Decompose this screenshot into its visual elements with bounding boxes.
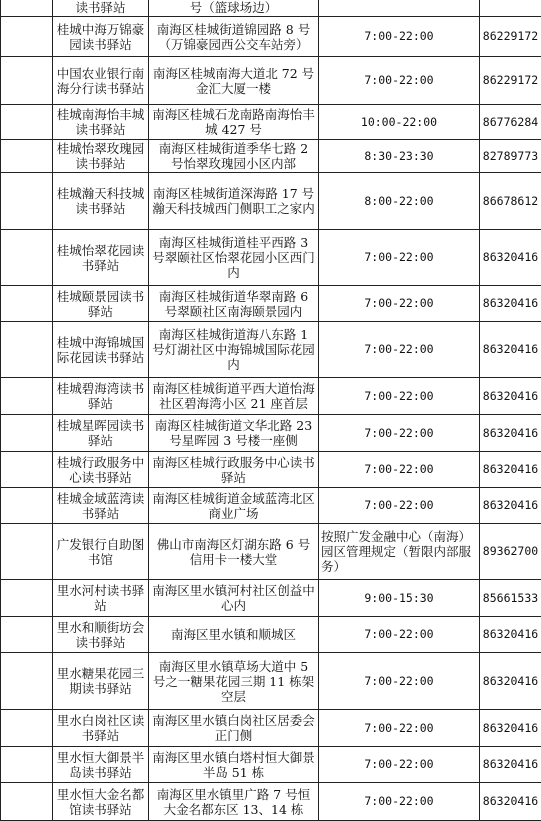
contact-phone: 86320416 [480, 230, 541, 286]
opening-hours: 9:00-15:30 [319, 580, 480, 617]
table-row [1, 783, 541, 821]
station-name: 里水糖果花园三期读书驿站 [53, 653, 149, 710]
table-row [1, 140, 541, 173]
table-row [1, 17, 541, 57]
opening-hours: 7:00-22:00 [319, 322, 480, 378]
station-address: 南海区桂城行政服务中心读书驿站 [149, 452, 319, 488]
station-name: 里水河村读书驿站 [53, 580, 149, 617]
blank-cell [1, 140, 53, 173]
station-name: 桂城怡翠玫瑰园读书驿站 [53, 140, 149, 173]
table-row [1, 173, 541, 230]
opening-hours [319, 0, 480, 17]
station-name: 桂城怡翠花园读书驿站 [53, 230, 149, 286]
blank-cell [1, 322, 53, 378]
opening-hours: 8:30-23:30 [319, 140, 480, 173]
blank-cell [1, 173, 53, 230]
blank-cell [1, 286, 53, 322]
station-address: 南海区里水镇里广路 7 号恒大金名都东区 13、14 栋 [149, 783, 319, 821]
station-name: 读书驿站 [53, 0, 149, 17]
station-name: 桂城颐景园读书驿站 [53, 286, 149, 322]
station-address: 南海区桂城街道深海路 17 号瀚天科技城西门侧职工之家内 [149, 173, 319, 230]
blank-cell [1, 230, 53, 286]
opening-hours: 7:00-22:00 [319, 415, 480, 452]
contact-phone: 86320416 [480, 452, 541, 488]
contact-phone: 86320416 [480, 322, 541, 378]
contact-phone: 86320416 [480, 783, 541, 821]
station-name: 桂城瀚天科技城读书驿站 [53, 173, 149, 230]
blank-cell [1, 783, 53, 821]
station-address: 南海区桂城南海大道北 72 号金汇大厦一楼 [149, 57, 319, 105]
contact-phone: 85661533 [480, 580, 541, 617]
blank-cell [1, 653, 53, 710]
table-row [1, 580, 541, 617]
station-name: 里水恒大金名都馆读书驿站 [53, 783, 149, 821]
blank-cell [1, 17, 53, 57]
contact-phone: 86320416 [480, 286, 541, 322]
opening-hours: 7:00-22:00 [319, 747, 480, 783]
table-row [1, 710, 541, 747]
station-address: 南海区桂城街道海八东路 1 号灯湖社区中海锦城国际花园内 [149, 322, 319, 378]
blank-cell [1, 452, 53, 488]
station-name: 桂城行政服务中心读书驿站 [53, 452, 149, 488]
opening-hours: 7:00-22:00 [319, 230, 480, 286]
opening-hours: 7:00-22:00 [319, 617, 480, 653]
table-row [1, 286, 541, 322]
contact-phone: 89362700 [480, 524, 541, 580]
opening-hours: 7:00-22:00 [319, 17, 480, 57]
station-name: 桂城碧海湾读书驿站 [53, 378, 149, 415]
blank-cell [1, 488, 53, 524]
opening-hours: 7:00-22:00 [319, 710, 480, 747]
contact-phone: 86320416 [480, 488, 541, 524]
blank-cell [1, 57, 53, 105]
station-name: 中国农业银行南海分行读书驿站 [53, 57, 149, 105]
station-address: 南海区桂城街道文华北路 23 号星晖园 3 号楼一座侧 [149, 415, 319, 452]
station-name: 里水和顺街坊会读书驿站 [53, 617, 149, 653]
opening-hours: 7:00-22:00 [319, 783, 480, 821]
station-name: 桂城中海锦城国际花园读书驿站 [53, 322, 149, 378]
station-address: 南海区桂城街道金域蓝湾北区商业广场 [149, 488, 319, 524]
station-address: 南海区里水镇河村社区创益中心内 [149, 580, 319, 617]
contact-phone: 86320416 [480, 378, 541, 415]
station-address: 佛山市南海区灯湖东路 6 号信用卡一楼大堂 [149, 524, 319, 580]
opening-hours: 10:00-22:00 [319, 105, 480, 140]
contact-phone: 86320416 [480, 653, 541, 710]
table-row [1, 322, 541, 378]
blank-cell [1, 378, 53, 415]
table-row [1, 230, 541, 286]
blank-cell [1, 747, 53, 783]
opening-hours: 8:00-22:00 [319, 173, 480, 230]
station-address: 南海区桂城街道季华七路 2 号怡翠玫瑰园小区内部 [149, 140, 319, 173]
blank-cell [1, 580, 53, 617]
station-address: 南海区里水镇白岗社区居委会正门侧 [149, 710, 319, 747]
blank-cell [1, 710, 53, 747]
blank-cell [1, 0, 53, 17]
table-row [1, 488, 541, 524]
blank-cell [1, 617, 53, 653]
blank-cell [1, 415, 53, 452]
station-address: 南海区桂城街道桂平西路 3 号翠颐社区怡翠花园小区西门内 [149, 230, 319, 286]
station-name: 里水恒大御景半岛读书驿站 [53, 747, 149, 783]
contact-phone: 86229172 [480, 17, 541, 57]
contact-phone: 86320416 [480, 710, 541, 747]
station-name: 桂城星晖园读书驿站 [53, 415, 149, 452]
contact-phone: 86320416 [480, 617, 541, 653]
table-row [1, 653, 541, 710]
contact-phone [480, 0, 541, 17]
station-name: 桂城金域蓝湾读书驿站 [53, 488, 149, 524]
blank-cell [1, 105, 53, 140]
opening-hours: 7:00-22:00 [319, 452, 480, 488]
station-address: 号（篮球场边） [149, 0, 319, 17]
opening-hours: 7:00-22:00 [319, 378, 480, 415]
table-row [1, 105, 541, 140]
contact-phone: 82789773 [480, 140, 541, 173]
table-row [1, 57, 541, 105]
opening-hours: 7:00-22:00 [319, 488, 480, 524]
station-name: 里水白岗社区读书驿站 [53, 710, 149, 747]
station-address: 南海区桂城街道平西大道怡海社区碧海湾小区 21 座首层 [149, 378, 319, 415]
contact-phone: 86229172 [480, 57, 541, 105]
station-name: 广发银行自助图书馆 [53, 524, 149, 580]
table-row [1, 452, 541, 488]
station-address: 南海区里水镇白塔村恒大御景半岛 51 栋 [149, 747, 319, 783]
table-row [1, 617, 541, 653]
table-row [1, 415, 541, 452]
station-name: 桂城中海万锦豪园读书驿站 [53, 17, 149, 57]
station-address: 南海区里水镇和顺城区 [149, 617, 319, 653]
station-address: 南海区桂城街道锦园路 8 号（万锦豪园西公交车站旁） [149, 17, 319, 57]
station-address: 南海区桂城石龙南路南海怡丰城 427 号 [149, 105, 319, 140]
contact-phone: 86320416 [480, 415, 541, 452]
contact-phone: 86678612 [480, 173, 541, 230]
blank-cell [1, 524, 53, 580]
opening-hours: 按照广发金融中心（南海）园区管理规定（暂限内部服务） [319, 524, 480, 580]
contact-phone: 86320416 [480, 747, 541, 783]
table-row [1, 524, 541, 580]
station-name: 桂城南海怡丰城读书驿站 [53, 105, 149, 140]
contact-phone: 86776284 [480, 105, 541, 140]
table-row [1, 747, 541, 783]
opening-hours: 7:00-22:00 [319, 653, 480, 710]
station-address: 南海区里水镇草场大道中 5 号之一糖果花园三期 11 栋架空层 [149, 653, 319, 710]
table-row [1, 0, 541, 17]
opening-hours: 7:00-22:00 [319, 286, 480, 322]
table-row [1, 378, 541, 415]
station-address: 南海区桂城街道华翠南路 6 号翠颐社区南海颐景园内 [149, 286, 319, 322]
opening-hours: 7:00-22:00 [319, 57, 480, 105]
